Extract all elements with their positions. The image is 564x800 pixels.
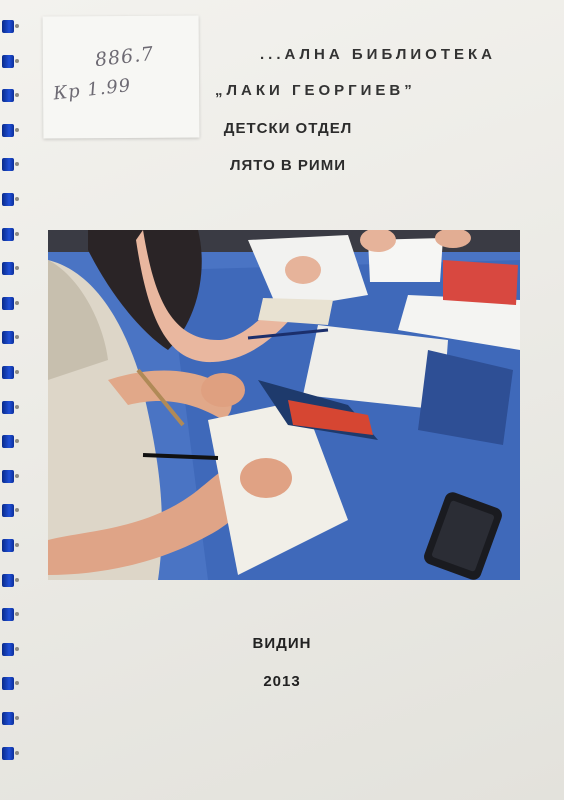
binding-ring [2, 435, 14, 448]
library-name-line-2: „ЛАКИ ГЕОРГИЕВ” [215, 82, 416, 99]
binding-ring [2, 574, 14, 587]
binding-ring [2, 747, 14, 760]
call-number: 886.7 [93, 42, 156, 72]
binding-ring [2, 331, 14, 344]
binding-ring [2, 193, 14, 206]
binding-ring [2, 262, 14, 275]
cover-photo-illustration [48, 230, 520, 580]
publication-city: ВИДИН [252, 635, 312, 652]
shelf-code: Кр 1.99 [52, 74, 133, 105]
binding-ring [2, 228, 14, 241]
binding-ring [2, 712, 14, 725]
binding-ring [2, 89, 14, 102]
binding-ring [2, 297, 14, 310]
library-name-line-1: ...АЛНА БИБЛИОТЕКА [260, 46, 496, 63]
document-title: ЛЯТО В РИМИ [230, 157, 346, 174]
binding-ring [2, 608, 14, 621]
binding-ring [2, 504, 14, 517]
binding-ring [2, 401, 14, 414]
binding-ring [2, 20, 14, 33]
cover-photo [48, 230, 520, 580]
binding-ring [2, 470, 14, 483]
publication-year: 2013 [263, 673, 301, 690]
binding-ring [2, 539, 14, 552]
binding-ring [2, 55, 14, 68]
department-label: ДЕТСКИ ОТДЕЛ [223, 120, 353, 137]
binding-ring [2, 366, 14, 379]
